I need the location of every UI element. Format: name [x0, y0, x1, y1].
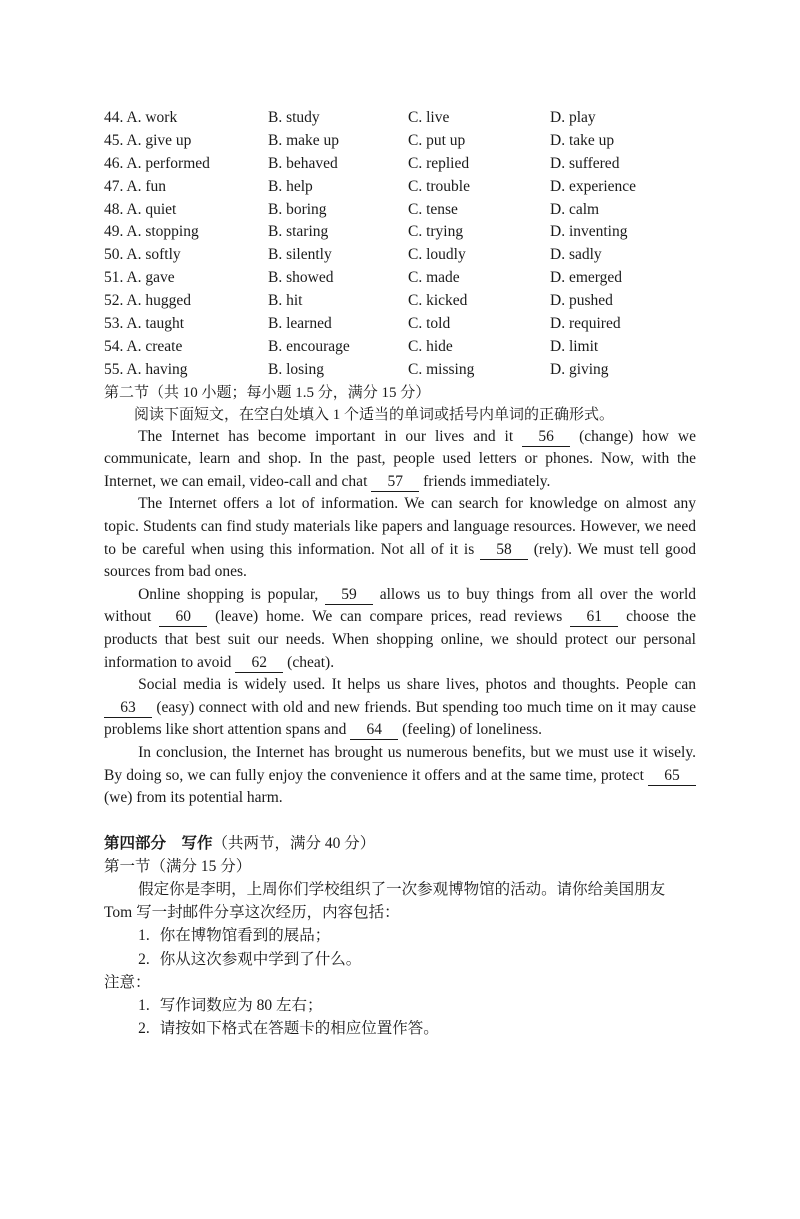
text: Online shopping is popular,: [138, 585, 325, 603]
text: (change) how we communicate, learn and shop. In the past, people used letters or phones. Now, with the Internet, we can email, video-call and chat: [104, 427, 696, 490]
blank-56[interactable]: 56: [522, 428, 570, 447]
option-b: B. hit: [268, 292, 303, 310]
option-c: C. trying: [408, 223, 464, 241]
choice-row-48: [104, 199, 696, 222]
text: (we) from its potential harm.: [104, 789, 283, 807]
option-c: C. kicked: [408, 292, 468, 310]
choice-row-55: [104, 359, 696, 382]
option-a: 50. A. softly: [104, 246, 181, 264]
note-item-1: [104, 994, 696, 1017]
option-b: B. showed: [268, 269, 334, 287]
option-c: C. tense: [408, 200, 458, 218]
item-number: 2.: [138, 1020, 150, 1038]
choice-row-45: [104, 130, 696, 153]
option-a: 45. A. give up: [104, 131, 192, 149]
option-b: B. silently: [268, 246, 332, 264]
option-c: C. trouble: [408, 177, 470, 195]
blank-65[interactable]: 65: [648, 767, 696, 786]
option-c: C. missing: [408, 360, 475, 378]
choices-list: [104, 107, 696, 382]
choice-row-54: [104, 336, 696, 359]
paragraph-2: [104, 493, 696, 583]
text: (leave) home. We can compare prices, read reviews: [207, 608, 571, 626]
option-d: D. play: [550, 109, 596, 126]
prompt-item-2: [104, 948, 696, 971]
text: (easy) connect with old and new friends. But spending too much time on it may cause problems like short attention spans and: [104, 698, 696, 739]
option-a: 47. A. fun: [104, 177, 166, 195]
choice-row-47: [104, 176, 696, 199]
exam-page: [104, 107, 696, 1040]
paragraph-3: [104, 584, 696, 674]
option-d: D. experience: [550, 177, 637, 195]
text: friends immediately.: [419, 472, 551, 490]
option-a: 54. A. create: [104, 337, 183, 355]
passage: [104, 426, 696, 810]
choice-row-46: [104, 153, 696, 176]
option-c: C. loudly: [408, 246, 466, 264]
blank-63[interactable]: 63: [104, 699, 152, 718]
option-d: D. limit: [550, 337, 599, 355]
section2-heading: 第二节（共 10 小题；每小题 1.5 分，满分 15 分）: [104, 384, 431, 401]
paragraph-5: [104, 742, 696, 810]
option-b: B. study: [268, 109, 320, 126]
option-d: D. giving: [550, 360, 609, 378]
blank-61[interactable]: 61: [570, 608, 618, 627]
option-b: B. help: [268, 177, 313, 195]
choice-row-53: [104, 313, 696, 336]
text: (cheat).: [283, 653, 335, 671]
option-d: D. pushed: [550, 292, 613, 310]
blank-57[interactable]: 57: [371, 473, 419, 492]
option-a: 52. A. hugged: [104, 292, 191, 310]
note-item-2: [104, 1017, 696, 1040]
paragraph-1: [104, 426, 696, 494]
text: The Internet offers a lot of information. We can search for knowledge on almost any topic. Students can find study materials like papers and language resources. However, we need to be careful when using this information. Not all of it is: [104, 495, 696, 558]
paragraph-4: [104, 674, 696, 742]
blank-64[interactable]: 64: [350, 721, 398, 740]
option-d: D. take up: [550, 131, 615, 149]
option-a: 51. A. gave: [104, 269, 175, 287]
option-b: B. staring: [268, 223, 329, 241]
option-a: 53. A. taught: [104, 315, 185, 333]
part4-title: [104, 832, 696, 855]
part4-title-sub: （共两节，满分 40 分）: [212, 834, 376, 852]
writing-prompt: 假定你是李明，上周你们学校组织了一次参观博物馆的活动。请你给美国朋友 Tom 写一封邮件分享这次经历，内容包括：: [104, 880, 666, 922]
option-d: D. emerged: [550, 269, 623, 287]
prompt-item-1: [104, 924, 696, 947]
text: (feeling) of loneliness.: [398, 721, 543, 739]
option-d: D. calm: [550, 200, 600, 218]
item-number: 2.: [138, 950, 150, 968]
choice-row-50: [104, 244, 696, 267]
option-b: B. learned: [268, 315, 332, 333]
option-c: C. put up: [408, 131, 466, 149]
option-b: B. behaved: [268, 154, 338, 172]
item-number: 1.: [138, 997, 150, 1014]
text: Social media is widely used. It helps us share lives, photos and thoughts. People can: [138, 676, 696, 694]
option-c: C. hide: [408, 337, 453, 355]
blank-59[interactable]: 59: [325, 586, 373, 605]
blank-62[interactable]: 62: [235, 654, 283, 673]
choice-row-51: [104, 267, 696, 290]
choice-row-44: [104, 107, 696, 130]
option-d: D. required: [550, 315, 621, 333]
text: choose the products that best suit our needs. When shopping online, we should protect our personal information to avoid: [104, 608, 696, 671]
option-b: B. losing: [268, 360, 324, 378]
option-d: D. inventing: [550, 223, 628, 241]
option-b: B. make up: [268, 131, 340, 149]
writing-section: [104, 855, 696, 1041]
notes-label: 注意：: [104, 973, 151, 991]
option-a: 49. A. stopping: [104, 223, 199, 241]
option-a: 44. A. work: [104, 109, 178, 126]
choice-row-49: [104, 221, 696, 244]
item-number: 1.: [138, 927, 150, 945]
option-c: C. live: [408, 109, 450, 126]
option-a: 46. A. performed: [104, 154, 210, 172]
option-a: 55. A. having: [104, 360, 188, 378]
option-a: 48. A. quiet: [104, 200, 177, 218]
option-b: B. encourage: [268, 337, 350, 355]
section2-instruction: 阅读下面短文，在空白处填入 1 个适当的单词或括号内单词的正确形式。: [134, 406, 615, 423]
option-d: D. sadly: [550, 246, 602, 264]
text: In conclusion, the Internet has brought us numerous benefits, but we must use it wisely. By doing so, we can fully enjoy the convenience it offers and at the same time, protect: [104, 744, 696, 784]
item-text: 请按如下格式在答题卡的相应位置作答。: [159, 1020, 439, 1038]
item-text: 你从这次参观中学到了什么。: [159, 950, 362, 968]
blank-58[interactable]: 58: [480, 541, 528, 560]
part4-title-main: 第四部分 写作: [104, 834, 213, 852]
item-text: 你在博物馆看到的展品；: [159, 927, 331, 945]
text: (rely). We must tell good sources from bad ones.: [104, 540, 697, 581]
option-b: B. boring: [268, 200, 327, 218]
text: The Internet has become important in our lives and it: [138, 427, 523, 445]
blank-60[interactable]: 60: [159, 608, 207, 627]
option-d: D. suffered: [550, 154, 620, 172]
section1-heading: 第一节（满分 15 分）: [104, 857, 252, 875]
option-c: C. told: [408, 315, 451, 333]
option-c: C. made: [408, 269, 460, 287]
item-text: 写作词数应为 80 左右；: [159, 997, 323, 1014]
option-c: C. replied: [408, 154, 470, 172]
choice-row-52: [104, 290, 696, 313]
text: allows us to buy things from all over the world without: [104, 585, 696, 626]
